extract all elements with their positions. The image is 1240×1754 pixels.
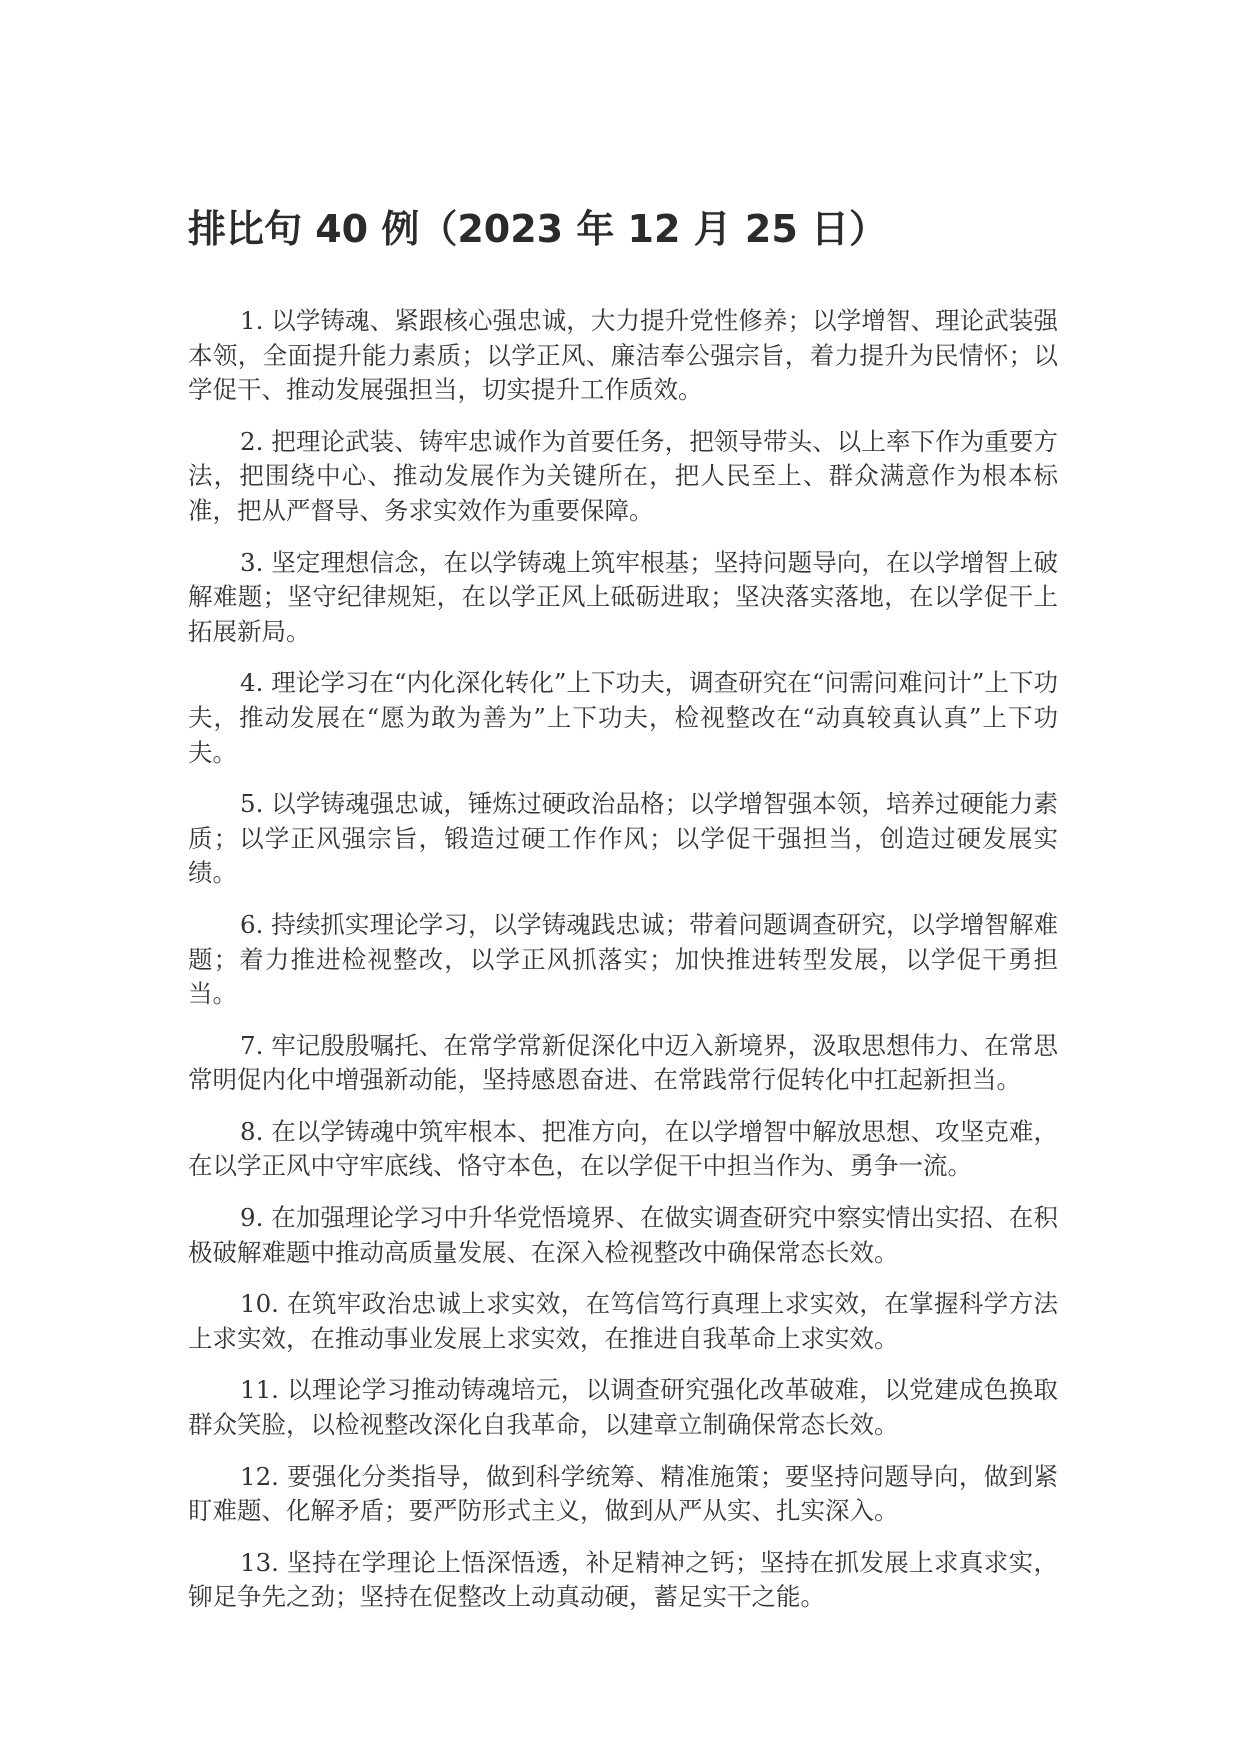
paragraph-7: 7. 牢记殷殷嘱托、在常学常新促深化中迈入新境界，汲取思想伟力、在常思常明促内化中增强新动能，坚持感恩奋进、在常践常行促转化中扛起新担当。 xyxy=(188,1030,1058,1095)
paragraph-13: 13. 坚持在学理论上悟深悟透，补足精神之钙；坚持在抓发展上求真求实，铆足争先之劲；坚持在促整改上动真动硬，蓄足实干之能。 xyxy=(188,1547,1058,1612)
paragraph-5: 5. 以学铸魂强忠诚，锤炼过硬政治品格；以学增智强本领，培养过硬能力素质；以学正风强宗旨，锻造过硬工作作风；以学促干强担当，创造过硬发展实绩。 xyxy=(188,789,1058,888)
paragraph-3: 3. 坚定理想信念，在以学铸魂上筑牢根基；坚持问题导向，在以学增智上破解难题；坚守纪律规矩，在以学正风上砥砺进取；坚决落实落地，在以学促干上拓展新局。 xyxy=(188,547,1058,646)
paragraph-2: 2. 把理论武装、铸牢忠诚作为首要任务，把领导带头、以上率下作为重要方法，把围绕中心、推动发展作为关键所在，把人民至上、群众满意作为根本标准，把从严督导、务求实效作为重要保障。 xyxy=(188,426,1058,525)
paragraph-4: 4. 理论学习在“内化深化转化”上下功夫，调查研究在“问需问难问计”上下功夫，推动发展在“愿为敢为善为”上下功夫，检视整改在“动真较真认真”上下功夫。 xyxy=(188,668,1058,767)
document-body xyxy=(188,304,1058,1632)
paragraph-10: 10. 在筑牢政治忠诚上求实效，在笃信笃行真理上求实效，在掌握科学方法上求实效，在推动事业发展上求实效，在推进自我革命上求实效。 xyxy=(188,1289,1058,1353)
paragraph-1: 1. 以学铸魂、紧跟核心强忠诚，大力提升党性修养；以学增智、理论武装强本领，全面提升能力素质；以学正风、廉洁奉公强宗旨，着力提升为民情怀；以学促干、推动发展强担当，切实提升工作质效。 xyxy=(188,306,1058,405)
paragraph-8: 8. 在以学铸魂中筑牢根本、把准方向，在以学增智中解放思想、攻坚克难，在以学正风中守牢底线、恪守本色，在以学促干中担当作为、勇争一流。 xyxy=(188,1116,1058,1181)
paragraph-12: 12. 要强化分类指导，做到科学统筹、精准施策；要坚持问题导向，做到紧盯难题、化解矛盾；要严防形式主义，做到从严从实、扎实深入。 xyxy=(188,1461,1058,1526)
paragraph-11: 11. 以理论学习推动铸魂培元，以调查研究强化改革破难，以党建成色换取群众笑脸，以检视整改深化自我革命，以建章立制确保常态长效。 xyxy=(188,1375,1058,1440)
paragraph-9: 9. 在加强理论学习中升华党悟境界、在做实调查研究中察实情出实招、在积极破解难题中推动高质量发展、在深入检视整改中确保常态长效。 xyxy=(188,1203,1058,1267)
paragraph-6: 6. 持续抓实理论学习，以学铸魂践忠诚；带着问题调查研究，以学增智解难题；着力推进检视整改，以学正风抓落实；加快推进转型发展，以学促干勇担当。 xyxy=(188,909,1058,1009)
document-title: 排比句 40 例（2023 年 12 月 25 日） xyxy=(188,207,888,251)
